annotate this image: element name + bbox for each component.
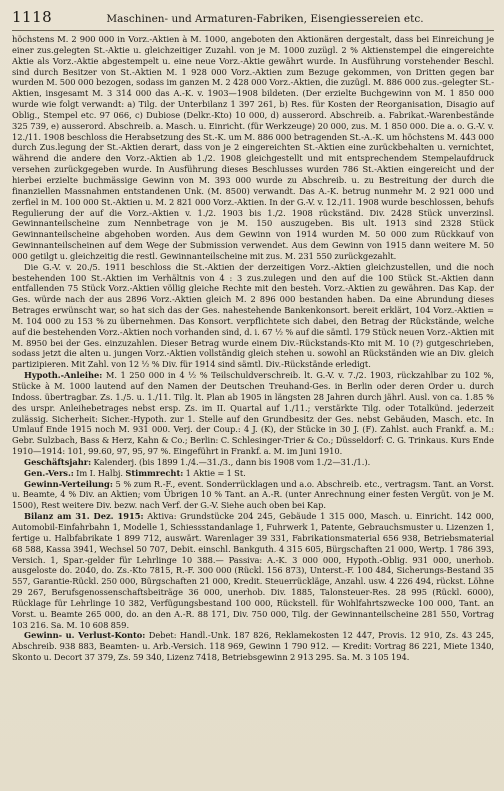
paragraph-hypoth-anleihe xyxy=(12,370,494,457)
section-heading: Gewinn-Verteilung: xyxy=(24,478,113,489)
section-heading: Hypoth.-Anleihe: xyxy=(24,370,103,381)
page-header xyxy=(12,8,494,31)
section-heading: Bilanz am 31. Dez. 1915: xyxy=(24,511,144,522)
paragraph-text: Aktiva: Grundstücke 204 245, Gebäude 1 315 000, Masch. u. Einricht. 142 000, Automobil-Einfahrbahn 1, Modelle 1, Schiessstandanlage 1, Fuhrwerk 1, Patente, Gebrauchsmuster u. Lizenzen 1, fertige u. Halbfabrikate 1 899 712, auswärt. Warenlager 39 331, Fabrikationsmaterial 656 938, Betriebsmaterial 68 588, Kassa 3941, Wechsel 50 707, Debit. einschl. Bankguth. 4 315 605, Bürgschaften 21 000, Wertp. 1 786 393, Versich. 1, Spar.-gelder für Lehrlinge 10 388.— Passiva: A.-K. 3 000 000, Hypoth.-Oblig. 931 000, unerhob. ausgeloste do. 2040, do. Zs.-Kto 7815, R.-F. 300 000 (Rückl. 156 873), Unterst.-F. 100 484, Sicherungs-Bestand 35 557, Garantie-Rückl. 250 000, Bürgschaften 21 000, Kredit. Steuerrückläge, Anzahl. usw. 4 226 494, rückst. Löhne 29 267, Berufsgenossenschaftsbeiträge 36 000, unerhob. Div. 1885, Talonsteuer-Res. 28 995 (Rückl. 6000), Rücklage für Lehrlinge 10 382, Verfügungsbestand 100 000, Rückstell. für Wohlfahrtszwecke 100 000, Tant. an Vorst. u. Beamte 265 000, do. an den A.-R. 88 171, Div. 750 000, Tilg. der Gewinnanteilscheine 281 550, Vortrag 103 216. Sa. M. 10 608 859. xyxy=(12,511,494,630)
paragraph-text: Im I. Halbj. xyxy=(73,467,126,478)
paragraph-text: Debet: Handl.-Unk. 187 826, Reklamekosten 12 447, Provis. 12 910, Zs. 43 245, Abschreib. 938 883, Beamten- u. Arb.-Versich. 118 969, Gewinn 1 790 912. — Kredit: Vortrag 86 221, Miete 1340, Skonto u. Decort 37 379, Zs. 59 340, Lizenz 7418, Betriebsgewinn 2 913 295. Sa. M. 3 105 194. xyxy=(12,630,494,663)
paragraph-text: 5 % zum R.-F., event. Sonderrücklagen und a.o. Abschreib. etc., vertragsm. Tant. an Vorst. u. Beamte, 4 % Div. an Aktien; vom Übrigen 10 % Tant. an A.-R. (unter Anrechnung einer festen Vergüt. von je M. 1500), Rest weitere Div. bezw. nach Verf. der G.-V. Siehe auch oben bei Kap. xyxy=(12,478,494,511)
paragraph-gewinn-verlust xyxy=(12,630,494,663)
paragraph-gen-vers xyxy=(12,468,494,479)
page-body xyxy=(12,34,494,663)
paragraph-text: höchstens M. 2 900 000 in Vorz.-Aktien à M. 1000, angeboten den Aktionären dergestalt, dass bei Einreichung je einer zus.gelegten St.-Aktie u. gleichzeitiger Zuzahl. von je M. 1000 zuzügl. 2 % Aktienstempel die eingereichte Aktie als Vorz.-Aktie abgestempelt u. eine neue Vorz.-Aktie gewährt wurde. In Ausführung vorstehender Beschl. sind durch Besitzer von St.-Aktien M. 1 928 000 Vorz.-Aktien zum Bezuge gekommen, von Dritten gegen bar wurden M. 500 000 bezogen, sodass im ganzen M. 2 428 000 Vorz.-Aktien, die zuzügl. M. 886 000 zus.-gelegter St.-Aktien, insgesamt M. 3 314 000 das A.-K. v. 1903—1908 bildeten. (Der erzielte Buchgewinn von M. 1 850 000 wurde wie folgt verwandt: a) Tilg. der Unterbilanz 1 397 261, b) Res. für Kosten der Reorganisation, Disagio auf Oblig., Stempel etc. 97 066, c) Dubiose (Delkr.-Kto) 10 000, d) ausserord. Abschreib. a. Fabrikat.-Warenbestände 325 739, e) ausserord. Abschreib. a. Masch. u. Einricht. (für Werkzeuge) 20 000, zus. M. 1 850 000. Die a. o. G.-V. v. 12./11. 1908 beschloss die Herabsetzung des St.-K. um M. 886 000 betragenden St.-A.-K. um höchstens M. 443 000 durch Zus.legung der St.-Aktien derart, dass von je 2 eingereichten St.-Aktien eine zurückbehalten u. vernichtet, während die andere den Vorz.-Aktien ab 1./2. 1908 gleichgestellt und mit entsprechendem Stempelaufdruck versehen zurückgegeben wurde. In Ausführung dieses Beschlusses wurden 786 St.-Aktien eingereicht und der hierbei erzielte buchmässige Gewinn von M. 393 000 wurde zu Abschreib. u. zu Bestreitung der durch die finanziellen Massnahmen entstandenen Unk. (M. 8500) verwandt. Das A.-K. betrug nunmehr M. 2 921 000 und zerfiel in M. 100 000 St.-Aktien u. M. 2 821 000 Vorz.-Aktien. In der G.-V. v. 12./11. 1908 wurde beschlossen, behufs Regulierung der auf die Vorz.-Aktien v. 1./2. 1903 bis 1./2. 1908 rückständ. Div. 2428 Stück unverzinsl. Gewinnanteilscheine zum Nennbetrage von je M. 150 auszugeben. Bis ult. 1913 sind 2328 Stück Gewinnanteilscheine abgehoben worden. Aus dem Gewinn von 1914 wurden M. 50 000 zum Rückkauf von Gewinnanteilscheinen auf dem Wege der Submission verwendet. Aus dem Gewinn von 1915 dann weitere M. 50 000 getilgt u. gleichzeitig die restl. Gewinnanteilscheine mit zus. M. 231 550 zurückgezahlt. xyxy=(12,34,494,261)
running-head: Maschinen- und Armaturen-Fabriken, Eisengiessereien etc. xyxy=(106,13,424,25)
section-heading: Stimmrecht: xyxy=(125,467,184,478)
page-number: 1118 xyxy=(12,8,53,26)
paragraph-capital-history xyxy=(12,34,494,262)
paragraph-text: Kalenderj. (bis 1899 1./4.—31./3., dann bis 1908 vom 1./2—31./1.). xyxy=(91,456,371,467)
paragraph-text: 1 Aktie = 1 St. xyxy=(183,467,246,478)
section-heading: Gewinn- u. Verlust-Konto: xyxy=(24,630,146,641)
section-heading: Geschäftsjahr: xyxy=(24,456,92,467)
paragraph-gewinn-verteilung xyxy=(12,479,494,512)
paragraph-text: Die G.-V. v. 20./5. 1911 beschloss die St.-Aktien der derzeitigen Vorz.-Aktien gleichzustellen, und die noch bestehenden 100 St.-Aktien im Verhältnis von 4 : 3 zus.zulegen und den auf die 100 Stück St.-Aktien dann entfallenden 75 Stück Vorz.-Aktien völlig gleiche Rechte mit den besteh. Vorz.-Aktien zu gewähren. Das Kap. der Ges. würde nach der aus 2896 Vorz.-Aktien gleich M. 2 896 000 bestanden haben. Da eine Abrundung dieses Betrages erwünscht war, so hat sich das der Ges. nahestehende Bankenkonsort. bereit erklärt, 104 Vorz.-Aktien = M. 104 000 zu 153 % zu übernehmen. Das Konsort. verpflichtete sich dabei, den Betrag der Rückstände, welche auf die bestehenden Vorz.-Aktien noch vorhanden sind, d. i. 67 ½ % auf die sämtl. 179 Stück neuen Vorz.-Aktien mit M. 8950 bei der Ges. einzuzahlen. Dieser Betrag wurde einem Div.-Rückstands-Kto mit M. 10 (?) gutgeschrieben, sodass jetzt die alten u. jungen Vorz.-Aktien vollständig gleich stehen u. sowohl an Rückständen wie an Div. gleich partizipieren. Mit Zahl. von 12 ½ % Div. für 1914 sind sämtl. Div.-Rückstände erledigt. xyxy=(12,261,494,370)
paragraph-geschaeftsjahr xyxy=(12,457,494,468)
paragraph-bilanz xyxy=(12,511,494,630)
paragraph-text: M. 1 250 000 in 4 ½ % Teilschuldverschreib. lt. G.-V. v. 7./2. 1903, rückzahlbar zu 102 %, Stücke à M. 1000 lautend auf den Namen der Deutschen Treuhand-Ges. in Berlin oder deren Order u. durch Indoss. übertragbar. Zs. 1./5. u. 1./11. Tilg. lt. Plan ab 1905 in längsten 28 Jahren durch jährl. Ausl. von ca. 1.85 % des urspr. Anleihebetrages nebst ersp. Zs. im II. Quartal auf 1./11.; verstärkte Tilg. oder Totalkünd. jederzeit zulässig. Sicherheit: Sicher.-Hypoth. zur 1. Stelle auf den Grundbesitz der Ges. nebst Gebäuden, Masch. etc. In Umlauf Ende 1915 noch M. 931 000. Verj. der Coup.: 4 J. (K), der Stücke in 30 J. (F). Zahlst. auch Frankf. a. M.: Gebr. Sulzbach, Bass & Herz, Kahn & Co.; Berlin: C. Schlesinger-Trier & Co.; Düsseldorf: C. G. Trinkaus. Kurs Ende 1910—1914: 101, 99.60, 97, 95, 97 %. Eingeführt in Frankf. a. M. im Juni 1910. xyxy=(12,370,494,457)
section-heading: Gen.-Vers.: xyxy=(24,467,74,478)
paragraph-gv-1911 xyxy=(12,262,494,370)
